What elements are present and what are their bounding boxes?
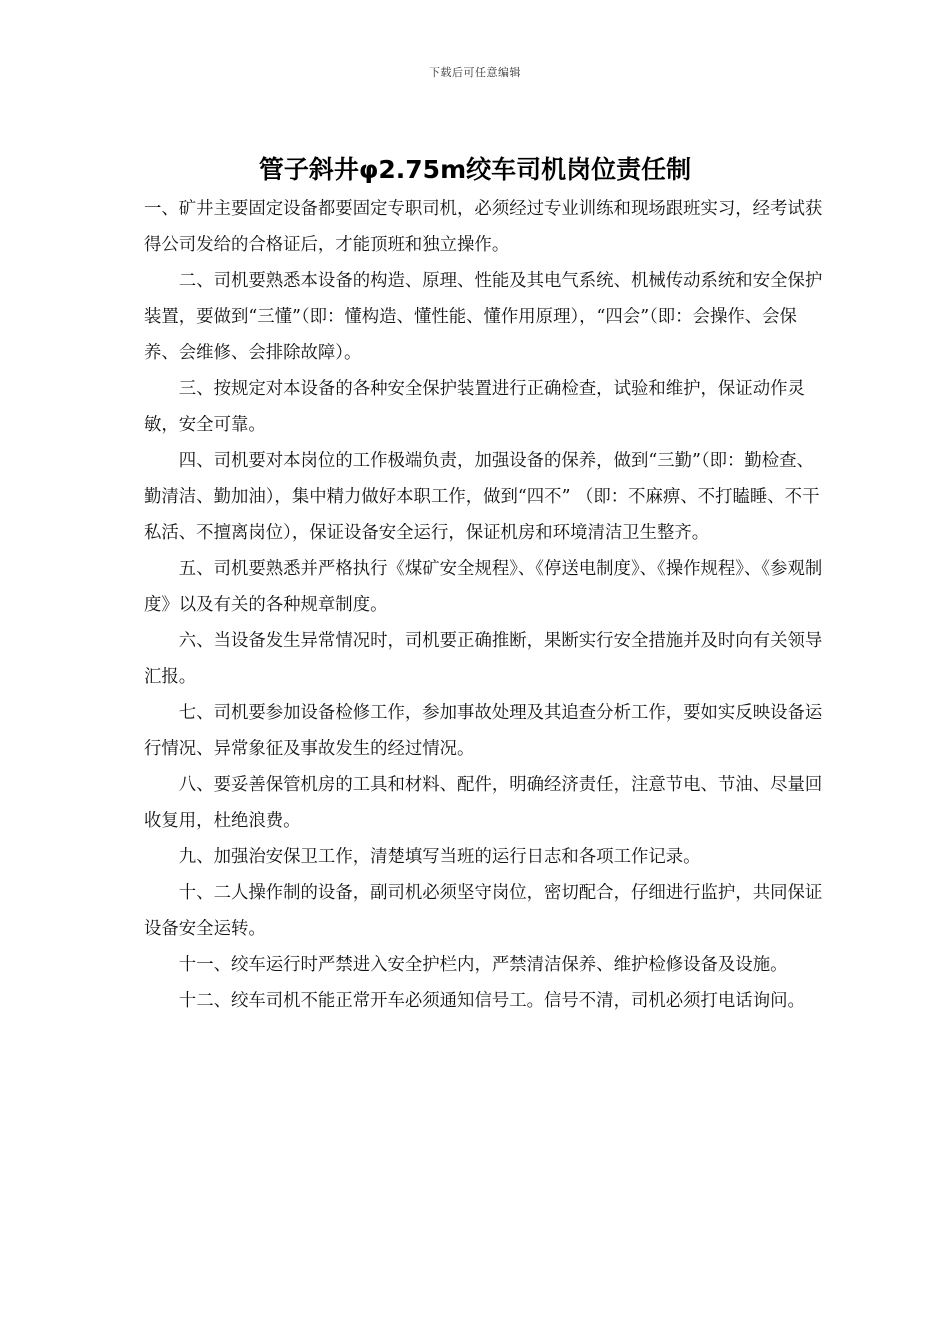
paragraph-1: 一、矿井主要固定设备都要固定专职司机，必须经过专业训练和现场跟班实习，经考试获得公司发给的合格证后，才能顶班和独立操作。 [144, 199, 823, 255]
page-header-note: 下载后可任意编辑 [429, 66, 521, 79]
paragraph-7: 七、司机要参加设备检修工作，参加事故处理及其追查分析工作，要如实反映设备运行情况、异常象征及事故发生的经过情况。 [144, 703, 823, 759]
paragraph-2: 二、司机要熟悉本设备的构造、原理、性能及其电气系统、机械传动系统和安全保护装置，要做到“三懂”（即：懂构造、懂性能、懂作用原理），“四会”（即：会操作、会保养、会维修、会排除故障）。 [144, 271, 823, 363]
paragraph-12: 十二、绞车司机不能正常开车必须通知信号工。信号不清，司机必须打电话询问。 [178, 991, 805, 1011]
paragraph-11: 十一、绞车运行时严禁进入安全护栏内，严禁清洁保养、维护检修设备及设施。 [178, 955, 788, 975]
paragraph-8: 八、要妥善保管机房的工具和材料、配件，明确经济责任，注意节电、节油、尽量回收复用，杜绝浪费。 [144, 775, 823, 831]
paragraph-5: 五、司机要熟悉并严格执行《煤矿安全规程》、《停送电制度》、《操作规程》、《参观制度》以及有关的各种规章制度。 [144, 559, 823, 615]
paragraph-6: 六、当设备发生异常情况时，司机要正确推断，果断实行安全措施并及时向有关领导汇报。 [144, 631, 823, 687]
paragraph-10: 十、二人操作制的设备，副司机必须坚守岗位，密切配合，仔细进行监护，共同保证设备安全运转。 [144, 883, 823, 939]
paragraph-4: 四、司机要对本岗位的工作极端负责，加强设备的保养，做到“三勤”（即：勤检查、勤清洁、勤加油），集中精力做好本职工作，做到“四不” （即：不麻痹、不打瞌睡、不干私活、不擅离岗位），保证设备安全运行，保证机房和环境清洁卫生整齐。 [144, 451, 820, 543]
paragraph-9: 九、加强治安保卫工作，清楚填写当班的运行日志和各项工作记录。 [178, 847, 701, 867]
document-title: 管子斜井φ2.75m绞车司机岗位责任制 [258, 155, 692, 184]
document-body [144, 191, 824, 1019]
paragraph-3: 三、按规定对本设备的各种安全保护装置进行正确检查，试验和维护，保证动作灵敏，安全可靠。 [144, 379, 805, 435]
